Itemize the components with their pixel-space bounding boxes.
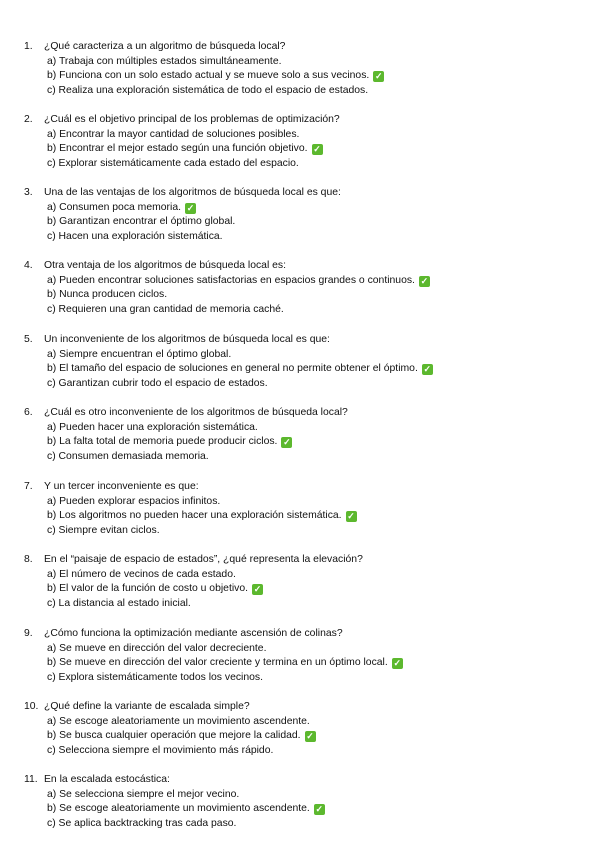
question-text: En el “paisaje de espacio de estados”, ¿qué representa la elevación? — [44, 554, 363, 565]
answer-option — [24, 656, 584, 671]
answer-option-text: b) Los algoritmos no pueden hacer una exploración sistemática. — [47, 510, 342, 522]
answer-option — [24, 274, 584, 289]
question-line — [24, 333, 584, 348]
question-number: 4. — [24, 260, 33, 271]
question-block — [24, 480, 584, 539]
answer-option-text: c) Explora sistemáticamente todos los vecinos. — [47, 672, 263, 684]
question-number: 8. — [24, 554, 33, 565]
question-block — [24, 700, 584, 759]
answer-option-text: a) Trabaja con múltiples estados simultáneamente. — [47, 55, 282, 67]
answer-option-text: a) El número de vecinos de cada estado. — [47, 568, 236, 580]
answer-option-text: b) Garantizan encontrar el óptimo global. — [47, 216, 236, 228]
answer-option-text: b) Se escoge aleatoriamente un movimiento ascendente. — [47, 803, 310, 815]
answer-option — [24, 201, 584, 216]
answer-option-text: b) Encontrar el mejor estado según una función objetivo. — [47, 143, 308, 155]
question-line — [24, 773, 584, 788]
check-mark-icon: ✓ — [253, 584, 262, 595]
answer-option — [24, 495, 584, 510]
answer-option-text: c) Siempre evitan ciclos. — [47, 525, 160, 537]
question-text: Otra ventaja de los algoritmos de búsqueda local es: — [44, 260, 287, 271]
question-block — [24, 406, 584, 465]
answer-option-text: c) Hacen una exploración sistemática. — [47, 231, 223, 243]
answer-option — [24, 230, 584, 245]
question-number: 2. — [24, 114, 33, 125]
answer-option — [24, 157, 584, 172]
answer-option — [24, 288, 584, 303]
answer-option-text: a) Pueden hacer una exploración sistemática. — [47, 421, 258, 433]
answer-option — [24, 568, 584, 583]
question-line — [24, 480, 584, 495]
answer-option-text: a) Encontrar la mayor cantidad de soluciones posibles. — [47, 128, 300, 140]
check-mark-icon: ✓ — [347, 511, 355, 522]
answer-option — [24, 524, 584, 539]
answer-option-text: c) La distancia al estado inicial. — [47, 598, 191, 610]
answer-option — [24, 715, 584, 730]
question-line — [24, 700, 584, 715]
question-number: 7. — [24, 481, 33, 492]
answer-option — [24, 729, 584, 744]
answer-option-text: b) El tamaño del espacio de soluciones en general no permite obtener el óptimo. — [47, 363, 418, 375]
answer-option-text: a) Pueden explorar espacios infinitos. — [47, 495, 221, 507]
answer-option — [24, 817, 584, 832]
answer-option-text: c) Requieren una gran cantidad de memoria caché. — [47, 304, 284, 316]
answer-option-text: c) Consumen demasiada memoria. — [47, 451, 209, 463]
question-line — [24, 627, 584, 642]
question-text: ¿Cuál es otro inconveniente de los algoritmos de búsqueda local? — [44, 407, 348, 418]
answer-option — [24, 788, 584, 803]
answer-option — [24, 671, 584, 686]
question-line — [24, 259, 584, 274]
question-number: 5. — [24, 334, 33, 345]
question-block — [24, 186, 584, 245]
check-mark-icon: ✓ — [423, 364, 432, 375]
question-number: 11. — [24, 774, 38, 785]
question-number: 1. — [24, 41, 33, 52]
check-mark-icon: ✓ — [283, 437, 291, 448]
answer-option — [24, 450, 584, 465]
question-line — [24, 113, 584, 128]
question-line — [24, 40, 584, 55]
question-block — [24, 333, 584, 392]
answer-option-text: a) Se mueve en dirección del valor decreciente. — [47, 642, 267, 654]
question-text: Y un tercer inconveniente es que: — [44, 481, 199, 492]
question-number: 6. — [24, 407, 33, 418]
question-text: ¿Cómo funciona la optimización mediante ascensión de colinas? — [44, 628, 343, 639]
answer-option — [24, 582, 584, 597]
answer-option-text: c) Selecciona siempre el movimiento más rápido. — [47, 745, 274, 757]
question-text: En la escalada estocástica: — [44, 774, 170, 785]
answer-option — [24, 69, 584, 84]
answer-option — [24, 597, 584, 612]
question-block — [24, 113, 584, 172]
answer-option-text: a) Pueden encontrar soluciones satisfactorias en espacios grandes o continuos. — [47, 274, 415, 286]
answer-option — [24, 509, 584, 524]
question-block — [24, 627, 584, 686]
answer-option — [24, 303, 584, 318]
answer-option-text: c) Explorar sistemáticamente cada estado del espacio. — [47, 158, 299, 170]
question-block — [24, 553, 584, 612]
answer-option — [24, 421, 584, 436]
answer-option-text: a) Siempre encuentran el óptimo global. — [47, 348, 232, 360]
question-line — [24, 186, 584, 201]
check-mark-icon: ✓ — [313, 144, 321, 155]
question-block — [24, 773, 584, 832]
question-text: Una de las ventajas de los algoritmos de búsqueda local es que: — [44, 187, 341, 198]
question-text: Un inconveniente de los algoritmos de búsqueda local es que: — [44, 334, 330, 345]
answer-option — [24, 84, 584, 99]
answer-option-text: b) Se mueve en dirección del valor creciente y termina en un óptimo local. — [47, 657, 388, 669]
question-block — [24, 259, 584, 318]
answer-option — [24, 348, 584, 363]
check-mark-icon: ✓ — [375, 71, 383, 82]
answer-option-text: c) Garantizan cubrir todo el espacio de estados. — [47, 378, 268, 390]
question-number: 10. — [24, 701, 39, 712]
answer-option-text: a) Consumen poca memoria. — [47, 201, 181, 213]
check-mark-icon: ✓ — [393, 658, 402, 669]
answer-option — [24, 128, 584, 143]
answer-option-text: a) Se escoge aleatoriamente un movimiento ascendente. — [47, 715, 310, 727]
answer-option — [24, 435, 584, 450]
answer-option-text: a) Se selecciona siempre el mejor vecino. — [47, 788, 240, 800]
answer-option — [24, 215, 584, 230]
answer-option-text: b) Nunca producen ciclos. — [47, 289, 168, 301]
question-block — [24, 40, 584, 99]
answer-option-text: b) Se busca cualquier operación que mejore la calidad. — [47, 730, 301, 742]
check-mark-icon: ✓ — [420, 275, 429, 286]
question-line — [24, 406, 584, 421]
check-mark-icon: ✓ — [315, 804, 324, 815]
answer-option — [24, 142, 584, 157]
answer-option-text: c) Se aplica backtracking tras cada paso. — [47, 818, 237, 830]
answer-option — [24, 744, 584, 759]
answer-option-text: b) Funciona con un solo estado actual y se mueve solo a sus vecinos. — [47, 70, 370, 82]
answer-option-text: b) La falta total de memoria puede producir ciclos. — [47, 436, 278, 448]
question-text: ¿Qué caracteriza a un algoritmo de búsqueda local? — [44, 41, 286, 52]
answer-option-text: c) Realiza una exploración sistemática de todo el espacio de estados. — [47, 85, 369, 97]
question-number: 9. — [24, 628, 33, 639]
question-text: ¿Qué define la variante de escalada simple? — [44, 701, 250, 712]
check-mark-icon: ✓ — [306, 731, 314, 742]
question-line — [24, 553, 584, 568]
answer-option-text: b) El valor de la función de costo u objetivo. — [47, 583, 249, 595]
question-number: 3. — [24, 187, 33, 198]
check-mark-icon: ✓ — [186, 202, 195, 213]
answer-option — [24, 377, 584, 392]
answer-option — [24, 642, 584, 657]
answer-option — [24, 802, 584, 817]
question-text: ¿Cuál es el objetivo principal de los problemas de optimización? — [44, 114, 340, 125]
answer-option — [24, 55, 584, 70]
answer-option — [24, 362, 584, 377]
